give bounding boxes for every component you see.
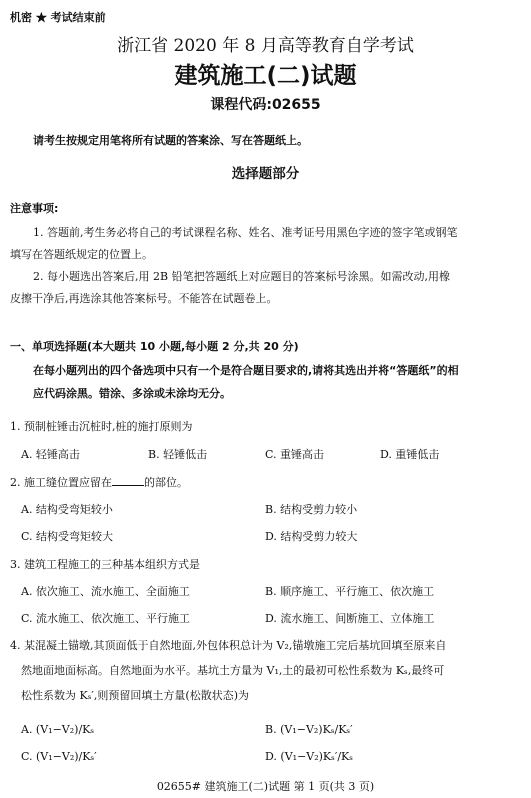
note-2-line-1: 2. 每小题选出答案后,用 2B 铅笔把答题纸上对应题目的答案标号涂黑。如需改动,用橡	[33, 270, 451, 283]
confidential-mark: 机密 ★ 考试结束前	[10, 11, 106, 24]
question-2-option-c: C. 结构受弯矩较大	[21, 530, 114, 543]
part1-intro-line-2: 应代码涂黑。错涂、多涂或未涂均无分。	[33, 387, 231, 400]
question-4-option-a: A. (V₁−V₂)/Kₛ	[21, 723, 95, 736]
part1-heading: 一、单项选择题(本大题共 10 小题,每小题 2 分,共 20 分)	[10, 340, 299, 353]
part1-intro-line-1: 在每小题列出的四个备选项中只有一个是符合题目要求的,请将其选出并将“答题纸”的相	[33, 364, 459, 377]
question-1-option-c: C. 重锤高击	[265, 448, 325, 461]
question-2-stem	[10, 474, 188, 490]
instruction: 请考生按规定用笔将所有试题的答案涂、写在答题纸上。	[33, 134, 308, 147]
paper-title: 建筑施工(二)试题	[174, 63, 357, 89]
question-4-stem-line-3: 松性系数为 Kₛ′,则预留回填土方量(松散状态)为	[21, 689, 249, 702]
question-3-option-c: C. 流水施工、依次施工、平行施工	[21, 612, 191, 625]
note-1-line-2: 填写在答题纸规定的位置上。	[10, 248, 153, 261]
course-code: 课程代码:02655	[210, 97, 321, 113]
question-3-option-d: D. 流水施工、间断施工、立体施工	[265, 612, 435, 625]
notes-heading: 注意事项:	[10, 202, 59, 215]
question-1-option-d: D. 重锤低击	[380, 448, 440, 461]
question-4-option-b: B. (V₁−V₂)Kₛ/Kₛ′	[265, 723, 353, 736]
question-1-stem: 1. 预制桩锤击沉桩时,桩的施打原则为	[10, 420, 193, 433]
question-2-stem-after: 的部位。	[144, 476, 188, 489]
section-title: 选择题部分	[231, 166, 300, 182]
note-2-line-2: 皮擦干净后,再选涂其他答案标号。不能答在试题卷上。	[10, 292, 278, 305]
question-3-option-b: B. 顺序施工、平行施工、依次施工	[265, 585, 435, 598]
question-4-stem-line-1: 4. 某混凝土锚墩,其顶面低于自然地面,外包体积总计为 V₂,锚墩施工完后基坑回填至原来自	[10, 639, 447, 652]
exam-title: 浙江省 2020 年 8 月高等教育自学考试	[117, 36, 414, 56]
question-4-option-c: C. (V₁−V₂)/Kₛ′	[21, 750, 97, 763]
question-1-option-b: B. 轻锤低击	[148, 448, 208, 461]
question-2-option-a: A. 结构受弯矩较小	[21, 503, 113, 516]
page-footer: 02655# 建筑施工(二)试题 第 1 页(共 3 页)	[156, 780, 375, 793]
question-4-stem-line-2: 然地面地面标高。自然地面为水平。基坑土方量为 V₁,土的最初可松性系数为 Kₛ,最终可	[21, 664, 445, 677]
question-2-stem-before: 2. 施工缝位置应留在	[10, 476, 112, 489]
question-3-stem: 3. 建筑工程施工的三种基本组织方式是	[10, 558, 200, 571]
note-1-line-1: 1. 答题前,考生务必将自己的考试课程名称、姓名、准考证号用黑色字迹的签字笔或钢笔	[33, 226, 458, 239]
question-2-option-d: D. 结构受剪力较大	[265, 530, 358, 543]
question-1-option-a: A. 轻锤高击	[21, 448, 80, 461]
answer-blank	[112, 475, 144, 486]
question-3-option-a: A. 依次施工、流水施工、全面施工	[21, 585, 190, 598]
question-4-option-d: D. (V₁−V₂)Kₛ′/Kₛ	[265, 750, 353, 763]
question-2-option-b: B. 结构受剪力较小	[265, 503, 358, 516]
